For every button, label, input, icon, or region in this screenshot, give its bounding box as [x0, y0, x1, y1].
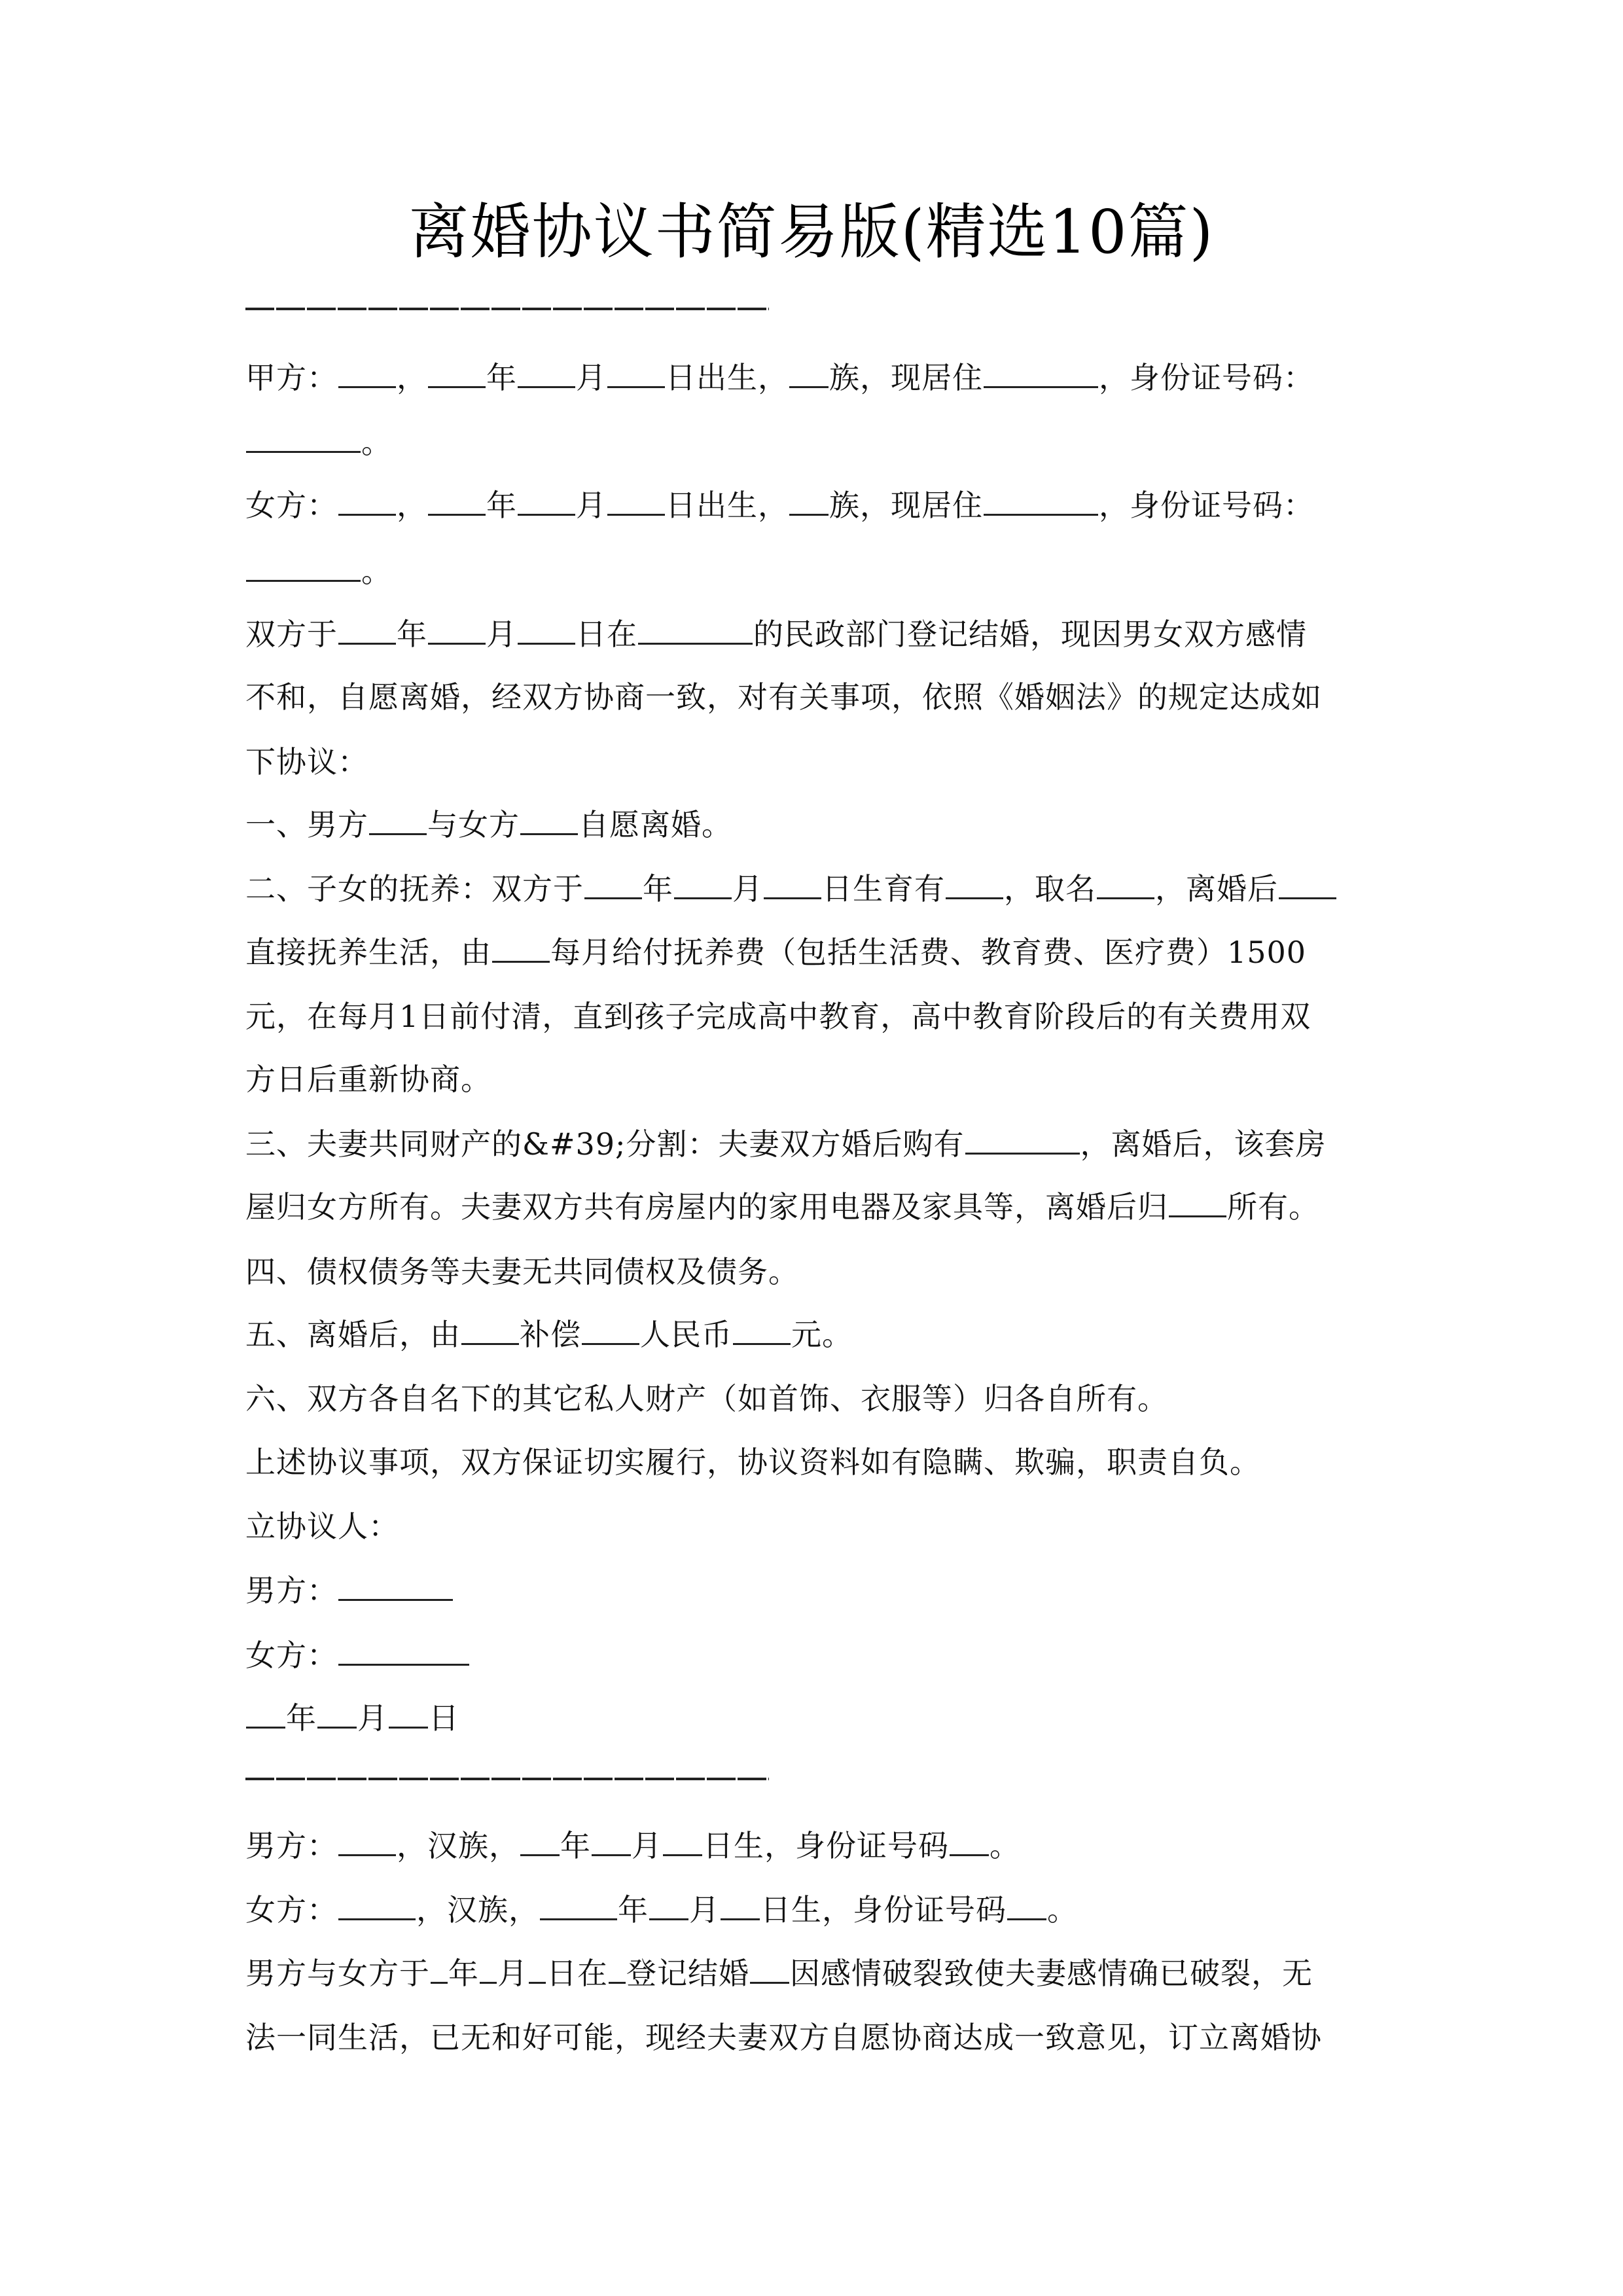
clause-5 [245, 1315, 1384, 1354]
blank-field [663, 1828, 702, 1856]
clause-2-line-3: 元，在每月1日前付清，直到孩子完成高中教育，高中教育阶段后的有关费用双 [245, 999, 1311, 1034]
text: 的民政部门登记结婚，现因男女双方感情 [753, 617, 1307, 652]
text: 三、夫妻共同财产的&#39;分割：夫妻双方婚后购有 [245, 1126, 965, 1162]
text: 双方于 [245, 617, 338, 652]
blank-field [649, 1892, 688, 1920]
text: ，汉族， [416, 1892, 539, 1928]
blank-field [520, 1828, 560, 1856]
intro-line-2: 不和，自愿离婚，经双方协商一致，对有关事项，依照《婚姻法》的规定达成如 [245, 679, 1322, 715]
text: 年 [486, 488, 517, 523]
blank-field [431, 1956, 448, 1984]
text: ，离婚后 [1155, 871, 1278, 906]
blank-field [338, 1892, 416, 1920]
text: 与女方 [427, 807, 520, 842]
party-a-line [245, 358, 1384, 397]
intro-line-1 [245, 615, 1384, 654]
blank-field [721, 1892, 760, 1920]
text: 月 [576, 360, 607, 395]
blank-field [461, 1317, 519, 1345]
text: 二、子女的抚养：双方于 [245, 871, 584, 906]
text: ，离婚后，该套房 [1080, 1126, 1327, 1162]
text: 日 [429, 1700, 459, 1736]
text: 因感情破裂致使夫妻感情确已破裂，无 [790, 1956, 1313, 1991]
blank-field [582, 1317, 639, 1345]
blank-field [246, 1700, 285, 1729]
text: 直接抚养生活，由 [245, 935, 491, 970]
label: 男方： [245, 1573, 338, 1608]
text: 月 [497, 1956, 528, 1991]
blank-field [965, 1126, 1080, 1155]
text: 族，现居住 [829, 488, 983, 523]
signers-label: 立协议人： [245, 1509, 399, 1544]
text: 族，现居住 [829, 360, 983, 395]
clause-1 [245, 805, 1384, 844]
blank-field [984, 488, 1098, 516]
text: 五、离婚后，由 [245, 1317, 461, 1352]
text: 元。 [791, 1317, 853, 1352]
blank-field [246, 554, 361, 582]
text: 年 [618, 1892, 649, 1928]
blank-field [369, 807, 427, 835]
text: 年 [286, 1700, 317, 1736]
male-signature-line [245, 1571, 1384, 1610]
text: 日生，身份证号码 [760, 1892, 1007, 1928]
clause-6: 六、双方各自名下的其它私人财产（如首饰、衣服等）归各自所有。 [245, 1381, 1168, 1416]
text: 自愿离婚。 [579, 807, 732, 842]
female-info-line [245, 1890, 1384, 1929]
intro-line-3: 下协议： [245, 744, 368, 780]
text: 年 [486, 360, 517, 395]
blank-field [338, 488, 396, 516]
clause-3-line-2 [245, 1187, 1384, 1227]
blank-field [428, 617, 486, 645]
blank-field [389, 1700, 428, 1729]
text: 日生，身份证号码 [703, 1828, 949, 1863]
text: 年 [643, 871, 673, 906]
text: 一、男方 [245, 807, 368, 842]
blank-field [984, 360, 1098, 388]
text: 月 [689, 1892, 720, 1928]
blank-field [764, 871, 821, 899]
clause-2-line-1 [245, 869, 1384, 908]
text: ，身份证号码： [1099, 488, 1314, 523]
text: 月 [576, 488, 607, 523]
blank-field [338, 1573, 453, 1601]
blank-field [529, 1956, 546, 1984]
text: 月 [632, 1828, 662, 1863]
text: 每月给付抚养费（包括生活费、教育费、医疗费）1500 [550, 935, 1307, 970]
separator-line [245, 308, 769, 310]
text: 登记结婚 [626, 1956, 749, 1991]
blank-field [607, 488, 665, 516]
text: 年 [560, 1828, 591, 1863]
blank-field [428, 488, 486, 516]
female-line [245, 486, 1384, 525]
blank-field [518, 360, 575, 388]
text: 人民币 [640, 1317, 732, 1352]
label: 女方： [245, 1892, 338, 1928]
text: ，汉族， [397, 1828, 520, 1863]
female-id-line [245, 552, 1384, 591]
guarantee-line: 上述协议事项，双方保证切实履行，协议资料如有隐瞒、欺骗，职责自负。 [245, 1444, 1260, 1480]
blank-field [492, 935, 550, 963]
label: 女方： [245, 1638, 338, 1673]
text: 。 [361, 554, 392, 589]
text: 。 [990, 1828, 1020, 1863]
blank-field [540, 1892, 617, 1920]
text: 月 [732, 871, 763, 906]
blank-field [520, 807, 578, 835]
blank-field [1007, 1892, 1046, 1920]
party-a-id-line [245, 423, 1384, 462]
text: 屋归女方所有。夫妻双方共有房屋内的家用电器及家具等，离婚后归 [245, 1189, 1168, 1225]
text: 男方与女方于 [245, 1956, 430, 1991]
blank-field [338, 617, 396, 645]
blank-field [750, 1956, 789, 1984]
text: 所有。 [1227, 1189, 1319, 1225]
clause-3-line-1 [245, 1124, 1384, 1164]
text: 补偿 [520, 1317, 581, 1352]
text: 日出生， [666, 360, 789, 395]
text: ， [397, 360, 427, 395]
blank-field [338, 1638, 469, 1666]
text: 年 [448, 1956, 479, 1991]
blank-field [480, 1956, 497, 1984]
blank-field [674, 871, 732, 899]
text: ，身份证号码： [1099, 360, 1314, 395]
text: 日生育有 [822, 871, 945, 906]
blank-field [592, 1828, 631, 1856]
male-info-line [245, 1826, 1384, 1865]
blank-field [428, 360, 486, 388]
blank-field [338, 1828, 396, 1856]
blank-field [946, 871, 1003, 899]
blank-field [584, 871, 642, 899]
label: 男方： [245, 1828, 338, 1863]
clause-4: 四、债权债务等夫妻无共同债权及债务。 [245, 1254, 799, 1289]
text: 日出生， [666, 488, 789, 523]
label: 女方： [245, 488, 338, 523]
agreement-para-line-2: 法一同生活，已无和好可能，现经夫妻双方自愿协商达成一致意见，订立离婚协 [245, 2020, 1322, 2055]
blank-field [1169, 1189, 1226, 1217]
text: 。 [361, 425, 392, 460]
text: 年 [397, 617, 427, 652]
label: 甲方： [245, 360, 338, 395]
blank-field [789, 360, 829, 388]
blank-field [518, 617, 575, 645]
text: ，取名 [1004, 871, 1096, 906]
clause-2-line-4: 方日后重新协商。 [245, 1062, 491, 1097]
document-title: 离婚协议书简易版(精选10篇) [408, 197, 1215, 267]
blank-field [950, 1828, 989, 1856]
text: 月 [486, 617, 517, 652]
text: 。 [1047, 1892, 1078, 1928]
blank-field [607, 360, 665, 388]
blank-field [609, 1956, 626, 1984]
blank-field [518, 488, 575, 516]
blank-field [789, 488, 829, 516]
separator-line [245, 1778, 769, 1780]
date-line [245, 1698, 1384, 1738]
blank-field [638, 617, 753, 645]
blank-field [246, 425, 361, 453]
blank-field [317, 1700, 357, 1729]
agreement-para-line-1 [245, 1954, 1384, 1993]
clause-2-line-2 [245, 933, 1384, 972]
blank-field [1279, 871, 1336, 899]
female-signature-line [245, 1636, 1384, 1675]
text: 日在 [546, 1956, 608, 1991]
blank-field [733, 1317, 791, 1345]
blank-field [338, 360, 396, 388]
text: ， [397, 488, 427, 523]
blank-field [1097, 871, 1154, 899]
text: 日在 [576, 617, 637, 652]
text: 月 [357, 1700, 388, 1736]
